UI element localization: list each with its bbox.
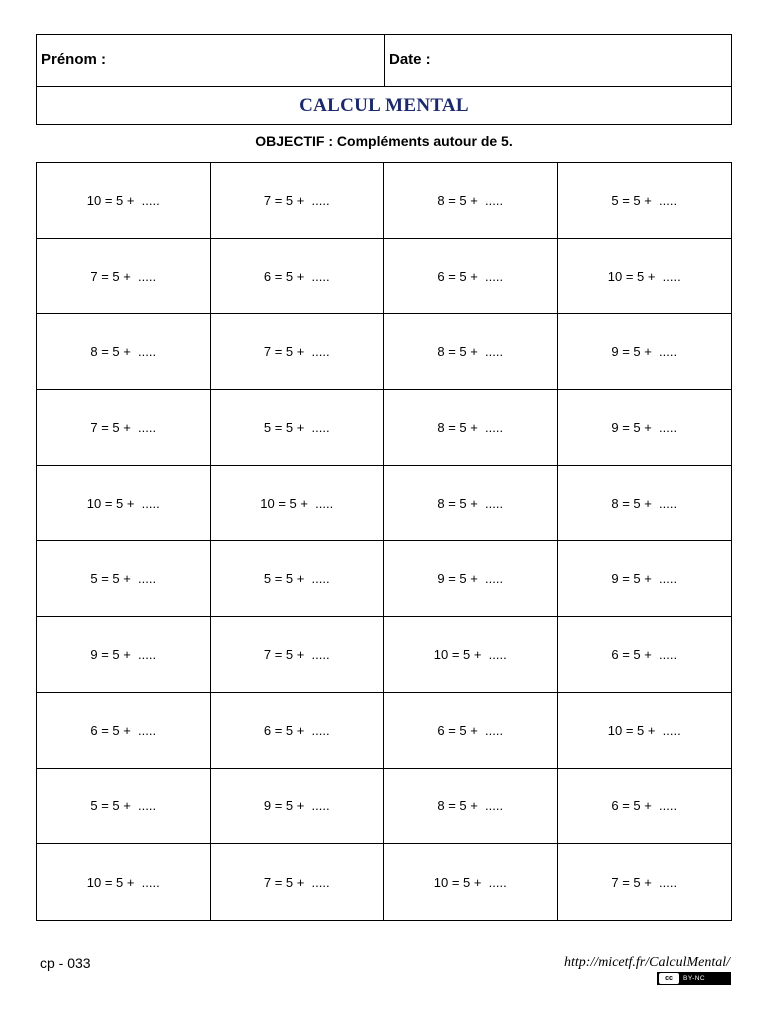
- exercise-cell: 10 = 5 + .....: [211, 466, 385, 542]
- exercise-cell: 5 = 5 + .....: [37, 541, 211, 617]
- header-table: [36, 34, 732, 125]
- exercise-cell: 8 = 5 + .....: [384, 390, 558, 466]
- exercise-cell: 7 = 5 + .....: [37, 239, 211, 315]
- exercise-cell: 8 = 5 + .....: [558, 466, 732, 542]
- exercise-cell: 7 = 5 + .....: [611, 874, 678, 890]
- exercise-cell: 7 = 5 + .....: [37, 390, 211, 466]
- exercise-cell: 9 = 5 + .....: [558, 541, 732, 617]
- exercise-cell: 10 = 5 + .....: [37, 163, 211, 239]
- exercise-cell: 6 = 5 + .....: [211, 239, 385, 315]
- cc-logo: cc: [659, 973, 679, 984]
- exercise-cell: 9 = 5 + .....: [558, 390, 732, 466]
- exercise-cell: 8 = 5 + .....: [384, 163, 558, 239]
- exercise-cell: 6 = 5 + .....: [384, 693, 558, 769]
- exercise-cell: 10 = 5 + .....: [558, 693, 732, 769]
- date-label: Date :: [389, 51, 431, 68]
- source-url[interactable]: http://micetf.fr/CalculMental/: [563, 955, 730, 970]
- license-text: BY-NC: [683, 975, 706, 982]
- exercise-cell: 9 = 5 + .....: [384, 541, 558, 617]
- exercise-cell: 7 = 5 + .....: [211, 844, 385, 920]
- exercise-grid: [36, 162, 732, 921]
- cc-by-nc-icon: [657, 972, 731, 985]
- exercise-cell: 10 = 5 + .....: [37, 844, 211, 920]
- page-title: CALCUL MENTAL: [299, 95, 469, 116]
- exercise-cell: 5 = 5 + .....: [37, 769, 211, 845]
- exercise-cell: 6 = 5 + .....: [558, 769, 732, 845]
- header-fields-row: [37, 35, 731, 87]
- exercise-cell: 8 = 5 + .....: [384, 466, 558, 542]
- date-field[interactable]: [385, 35, 731, 86]
- exercise-cell: 8 = 5 + .....: [384, 314, 558, 390]
- exercise-cell: 10 = 5 + .....: [37, 466, 211, 542]
- exercise-cell: 6 = 5 + .....: [558, 617, 732, 693]
- objective-text: OBJECTIF : Compléments autour de 5.: [255, 133, 513, 149]
- exercise-cell: 5 = 5 + .....: [558, 163, 732, 239]
- exercise-cell: 7 = 5 + .....: [211, 617, 385, 693]
- exercise-cell: 5 = 5 + .....: [211, 390, 385, 466]
- exercise-cell: 10 = 5 + .....: [384, 844, 558, 920]
- exercise-cell: 5 = 5 + .....: [211, 541, 385, 617]
- exercise-cell: 7 = 5 + .....: [211, 314, 385, 390]
- exercise-cell: 9 = 5 + .....: [37, 617, 211, 693]
- exercise-cell: 6 = 5 + .....: [211, 693, 385, 769]
- exercise-cell: 9 = 5 + .....: [558, 314, 732, 390]
- exercise-cell: 6 = 5 + .....: [384, 239, 558, 315]
- exercise-cell: 10 = 5 + .....: [558, 239, 732, 315]
- prenom-label: Prénom :: [41, 51, 107, 68]
- exercise-cell: 9 = 5 + .....: [211, 769, 385, 845]
- exercise-cell: 10 = 5 + .....: [384, 617, 558, 693]
- worksheet-code: cp - 033: [40, 955, 91, 971]
- exercise-cell: 7 = 5 + .....: [211, 163, 385, 239]
- exercise-cell: 6 = 5 + .....: [37, 693, 211, 769]
- exercise-cell: 8 = 5 + .....: [384, 769, 558, 845]
- prenom-field[interactable]: [37, 35, 385, 86]
- exercise-cell: 8 = 5 + .....: [37, 314, 211, 390]
